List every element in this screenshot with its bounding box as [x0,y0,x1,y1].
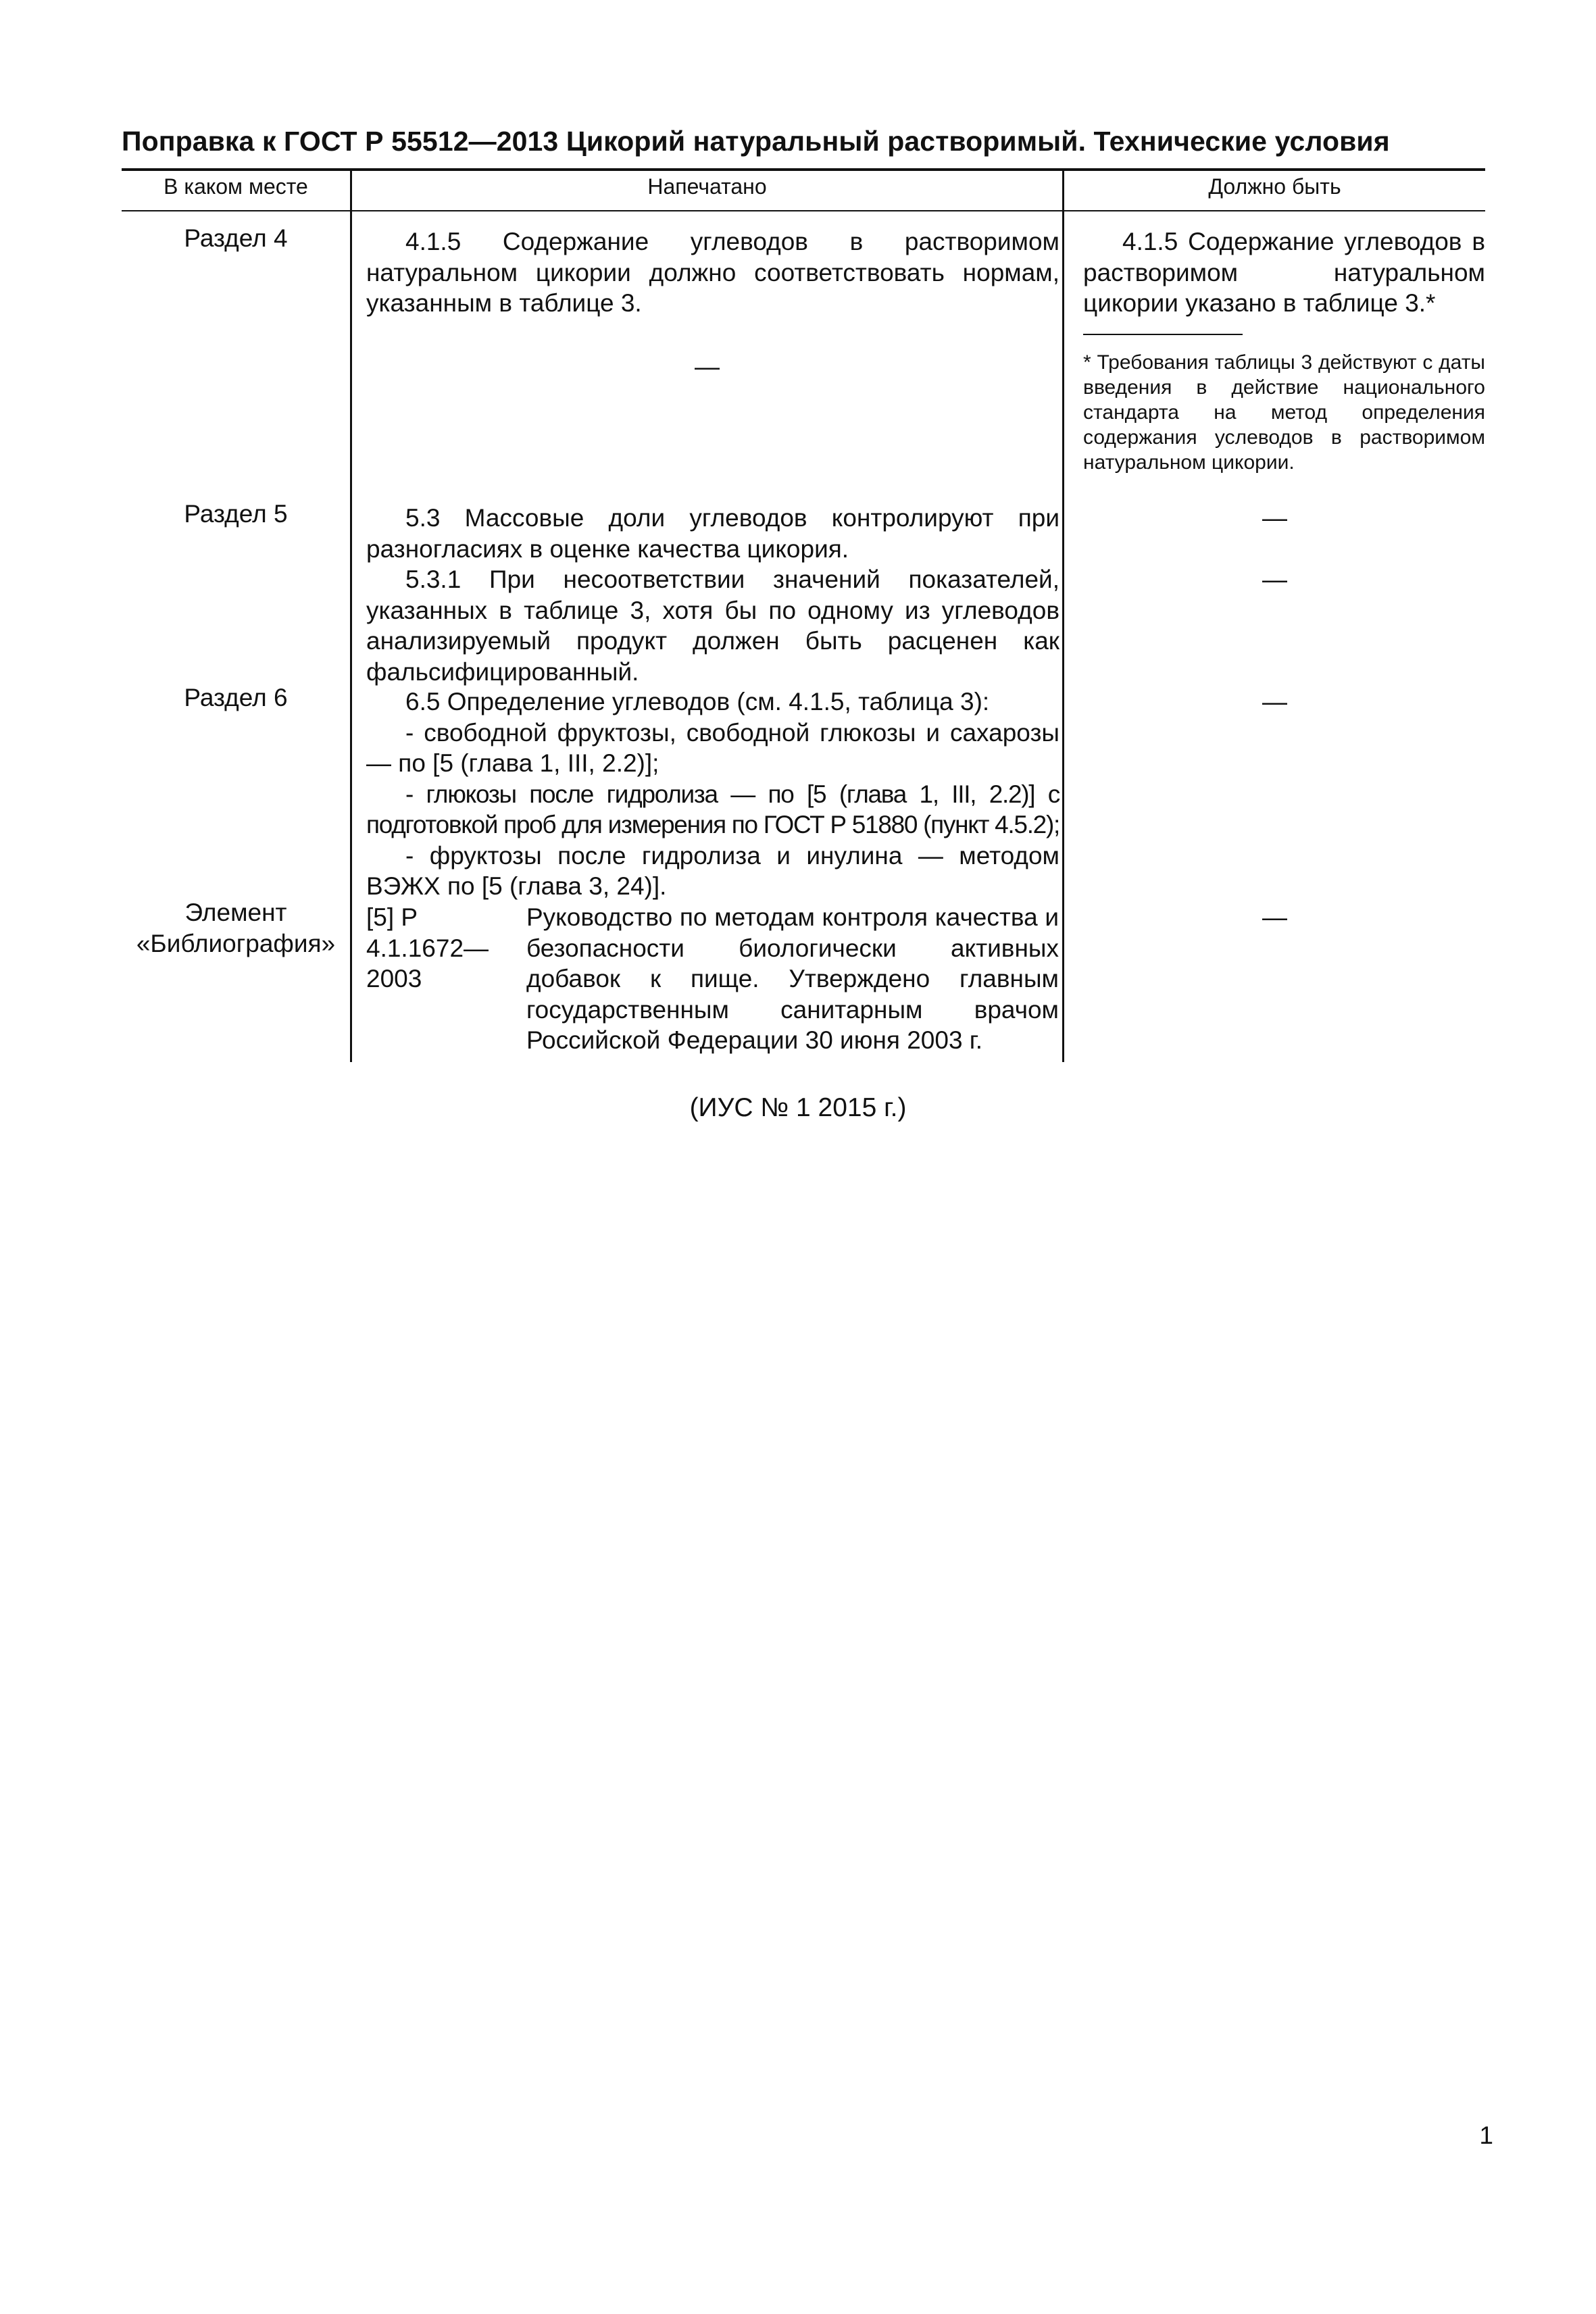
ius-reference: (ИУС № 1 2015 г.) [689,1093,907,1122]
row2-should-be-a: — [1262,504,1287,532]
header-should-be: Должно быть [1208,174,1341,199]
document-title: Поправка к ГОСТ Р 55512—2013 Цикорий натуральный растворимый. Технические условия [122,126,1390,157]
row4-ref-number: [5] Р [366,903,418,931]
row4-should-be: — [1262,903,1287,931]
row3-printed-head: 6.5 Определение углеводов (см. 4.1.5, таблица 3): [405,688,990,715]
row2-printed-5-3-1: 5.3.1 При несоответствии значений показателей, указанных в таблице 3, хотя бы по одному из углеводов анализируемый продукт должен быть расценен как фальсифицированный. [366,565,1059,686]
row1-footnote: * Требования таблицы 3 действуют с даты введения в действие национального стандарта на метод определения содержания услеводов в растворимом натуральном цикории. [1083,351,1485,474]
row3-printed-item-1: - свободной фруктозы, свободной глюкозы и сахарозы — по [5 (глава 1, III, 2.2)]; [366,718,1059,777]
header-printed: Напечатано [647,174,767,199]
footnote-separator [1083,334,1243,335]
row2-printed-5-3: 5.3 Массовые доли углеводов контролируют при разногласиях в оценке качества цикория. [366,504,1059,563]
row4-place-line2: «Библиография» [136,929,336,957]
row3-should-be: — [1262,688,1287,715]
row4-ref-code [366,902,508,995]
row2-place: Раздел 5 [184,500,288,528]
row1-printed: 4.1.5 Содержание углеводов в растворимом натуральном цикории должно соответствовать нормам, указанным в таблице 3. [366,228,1059,317]
row1-should-be: 4.1.5 Содержание углеводов в растворимом натуральном цикории указано в таблице 3.* [1083,228,1485,317]
row2-should-be-b: — [1262,565,1287,593]
row1-place: Раздел 4 [184,224,288,252]
table-header-rule [122,210,1485,211]
row4-ref-code-line1: 4.1.1672— [366,934,489,962]
row4-ref-code-line2: 2003 [366,965,422,992]
row1-printed-dash: — [695,353,720,380]
row4-place [122,897,350,959]
row4-ref-text: Руководство по методам контроля качества и безопасности биологически активных добавок к пище. Утверждено главным государственным санитарным врачом Российской Федерации 30 июня 2003 г. [526,903,1059,1054]
column-divider-1 [350,170,352,1062]
header-place: В каком месте [164,174,308,199]
row3-printed-item-2: - глюкозы после гидролиза — по [5 (глава 1, III, 2.2)] с подготовкой проб для измерения по ГОСТ Р 51880 (пункт 4.5.2); [366,780,1059,838]
table-top-rule [122,168,1485,171]
row3-place: Раздел 6 [184,684,288,711]
row4-place-line1: Элемент [184,899,287,926]
row3-printed [366,686,1059,902]
page-number: 1 [1479,2121,1493,2149]
row3-printed-item-3: - фруктозы после гидролиза и инулина — методом ВЭЖХ по [5 (глава 3, 24)]. [366,841,1059,900]
